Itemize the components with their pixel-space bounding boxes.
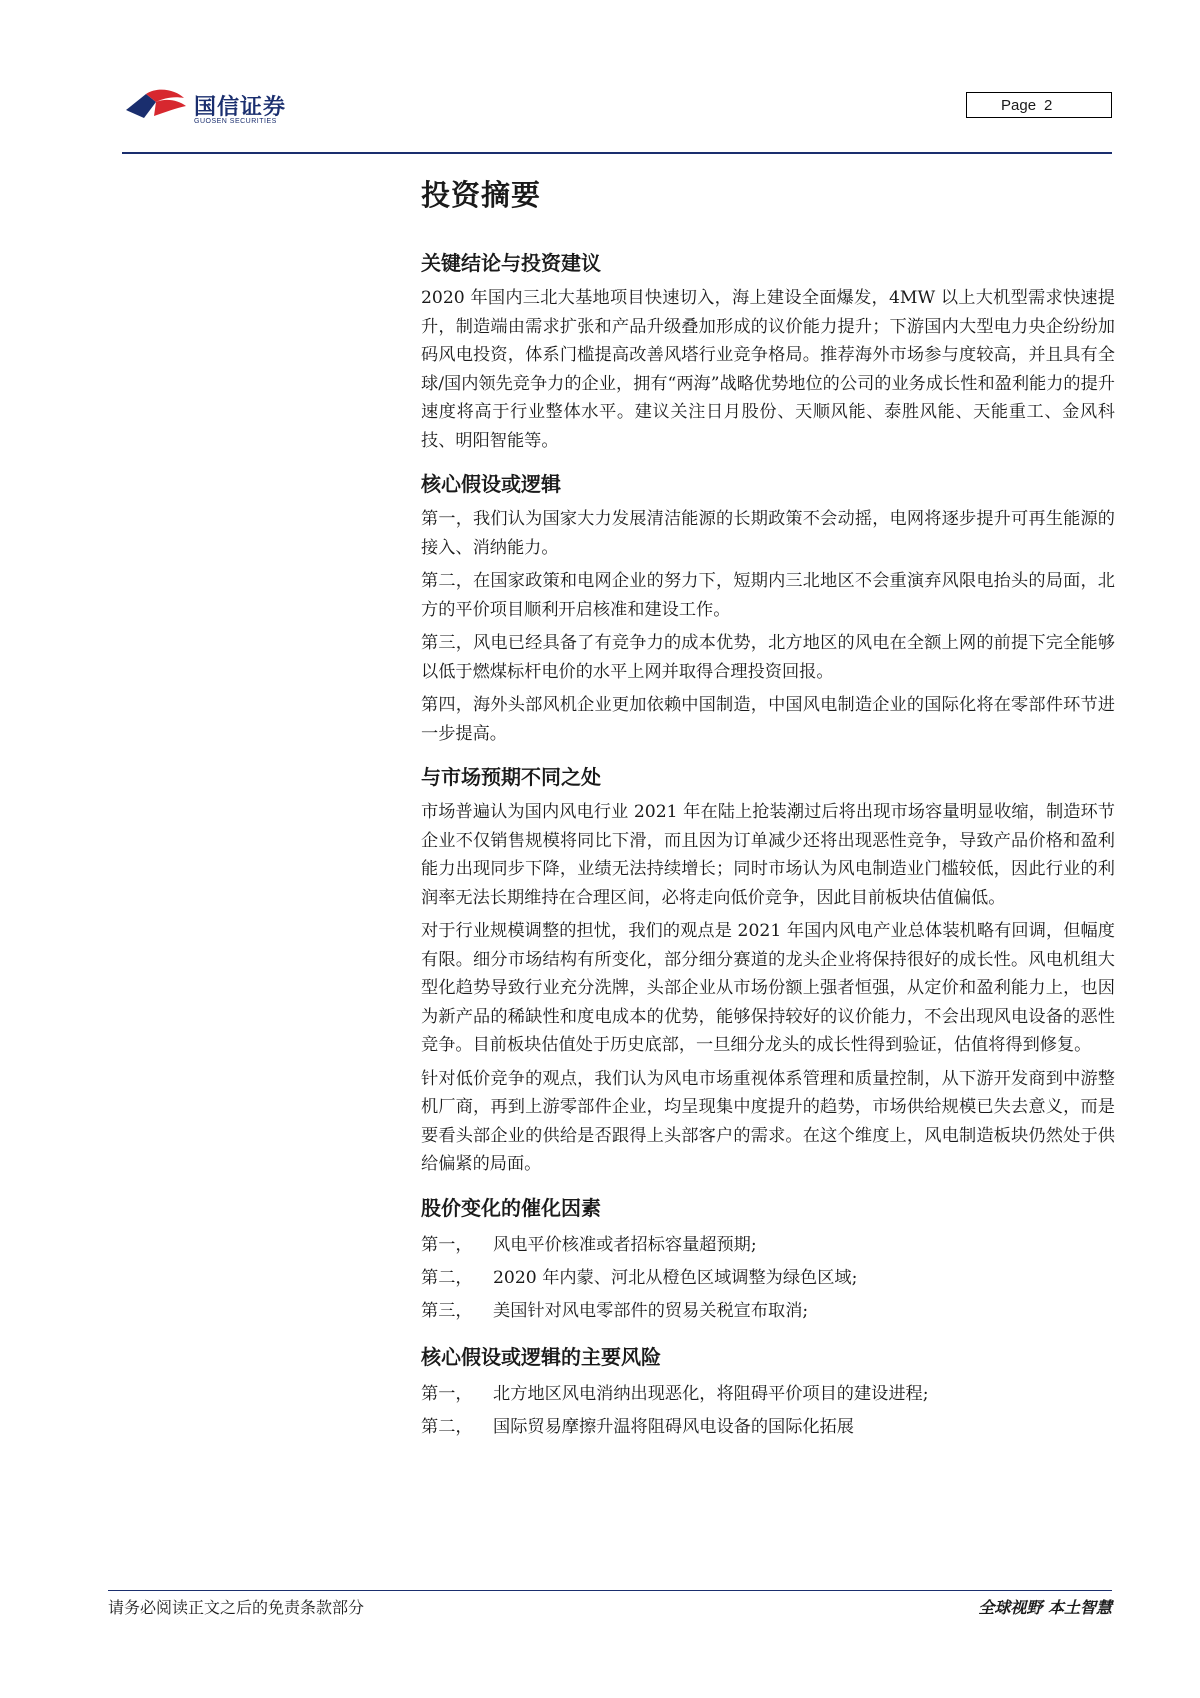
logo-name: 国信证券 (194, 95, 287, 120)
item-ordinal: 第一， (421, 1383, 473, 1404)
paragraph: 第二，在国家政策和电网企业的努力下，短期内三北地区不会重演弃风限电抬头的局面，北方的平价项目顺利开启核准和建设工作。 (421, 571, 1115, 620)
item-ordinal: 第二， (421, 1416, 473, 1437)
list-item (421, 1295, 1115, 1328)
section-core-assumptions (421, 469, 1115, 748)
list-item (421, 1411, 1115, 1444)
section-main-risks (421, 1342, 1115, 1444)
list-item (421, 1262, 1115, 1295)
item-text: 北方地区风电消纳出现恶化，将阻碍平价项目的建设进程; (493, 1383, 929, 1404)
section-heading: 股价变化的催化因素 (421, 1195, 601, 1220)
item-text: 2020 年内蒙、河北从橙色区域调整为绿色区域; (493, 1267, 858, 1288)
section-catalysts (421, 1193, 1115, 1328)
paragraph: 第一，我们认为国家大力发展清洁能源的长期政策不会动摇，电网将逐步提升可再生能源的接入、消纳能力。 (421, 509, 1115, 558)
page-label: Page (1001, 97, 1037, 114)
item-text: 风电平价核准或者招标容量超预期; (493, 1234, 757, 1255)
section-key-conclusions (421, 248, 1115, 455)
item-text: 美国针对风电零部件的贸易关税宣布取消; (493, 1300, 809, 1321)
paragraph: 市场普遍认为国内风电行业 2021 年在陆上抢装潮过后将出现市场容量明显收缩，制造环节企业不仅销售规模将同比下滑，而且因为订单减少还将出现恶性竞争，导致产品价格和盈利能力出现同步下降，业绩无法持续增长；同时市场认为风电制造业门槛较低，因此行业的利润率无法长期维持在合理区间，必将走向低价竞争，因此目前板块估值偏低。 (421, 802, 1115, 908)
item-ordinal: 第二， (421, 1267, 473, 1288)
item-text: 国际贸易摩擦升温将阻碍风电设备的国际化拓展 (493, 1416, 854, 1437)
item-ordinal: 第三， (421, 1300, 473, 1321)
footer-divider (108, 1590, 1112, 1591)
logo-subtitle: GUOSEN SECURITIES (194, 118, 277, 125)
paragraph: 第三，风电已经具备了有竞争力的成本优势，北方地区的风电在全额上网的前提下完全能够以低于燃煤标杆电价的水平上网并取得合理投资回报。 (421, 633, 1115, 682)
section-heading: 核心假设或逻辑的主要风险 (421, 1344, 661, 1369)
guosen-logo (124, 82, 304, 132)
logo-mark-icon (124, 88, 188, 124)
list-item (421, 1378, 1115, 1411)
section-heading: 与市场预期不同之处 (421, 765, 601, 789)
page-number: 2 (1044, 97, 1053, 114)
main-content (421, 172, 1115, 1458)
section-heading: 核心假设或逻辑 (421, 472, 561, 496)
paragraph: 2020 年国内三北大基地项目快速切入，海上建设全面爆发，4MW 以上大机型需求快速提升，制造端由需求扩张和产品升级叠加形成的议价能力提升；下游国内大型电力央企纷纷加码风电投资，体系门槛提高改善风塔行业竞争格局。推荐海外市场参与度较高，并且具有全球/国内领先竞争力的企业，拥有“两海”战略优势地位的公司的业务成长性和盈利能力的提升速度将高于行业整体水平。建议关注日月股份、天顺风能、泰胜风能、天能重工、金风科技、明阳智能等。 (421, 288, 1115, 451)
list-item (421, 1229, 1115, 1262)
header-divider (122, 152, 1112, 154)
page-title: 投资摘要 (421, 178, 542, 212)
footer-slogan: 全球视野 本土智慧 (978, 1598, 1112, 1617)
section-market-difference (421, 762, 1115, 1179)
paragraph: 对于行业规模调整的担忧，我们的观点是 2021 年国内风电产业总体装机略有回调，但幅度有限。细分市场结构有所变化，部分细分赛道的龙头企业将保持很好的成长性。风电机组大型化趋势导致行业充分洗牌，头部企业从市场份额上强者恒强，从定价和盈利能力上，也因为新产品的稀缺性和度电成本的优势，能够保持较好的议价能力，不会出现风电设备的恶性竞争。目前板块估值处于历史底部，一旦细分龙头的成长性得到验证，估值将得到修复。 (421, 921, 1115, 1055)
paragraph: 针对低价竞争的观点，我们认为风电市场重视体系管理和质量控制，从下游开发商到中游整机厂商，再到上游零部件企业，均呈现集中度提升的趋势，市场供给规模已失去意义，而是要看头部企业的供给是否跟得上头部客户的需求。在这个维度上，风电制造板块仍然处于供给偏紧的局面。 (421, 1068, 1115, 1174)
footer-disclaimer: 请务必阅读正文之后的免责条款部分 (108, 1598, 365, 1617)
paragraph: 第四，海外头部风机企业更加依赖中国制造，中国风电制造企业的国际化将在零部件环节进一步提高。 (421, 695, 1115, 744)
section-heading: 关键结论与投资建议 (421, 251, 601, 275)
page-indicator (966, 92, 1112, 118)
item-ordinal: 第一， (421, 1234, 473, 1255)
